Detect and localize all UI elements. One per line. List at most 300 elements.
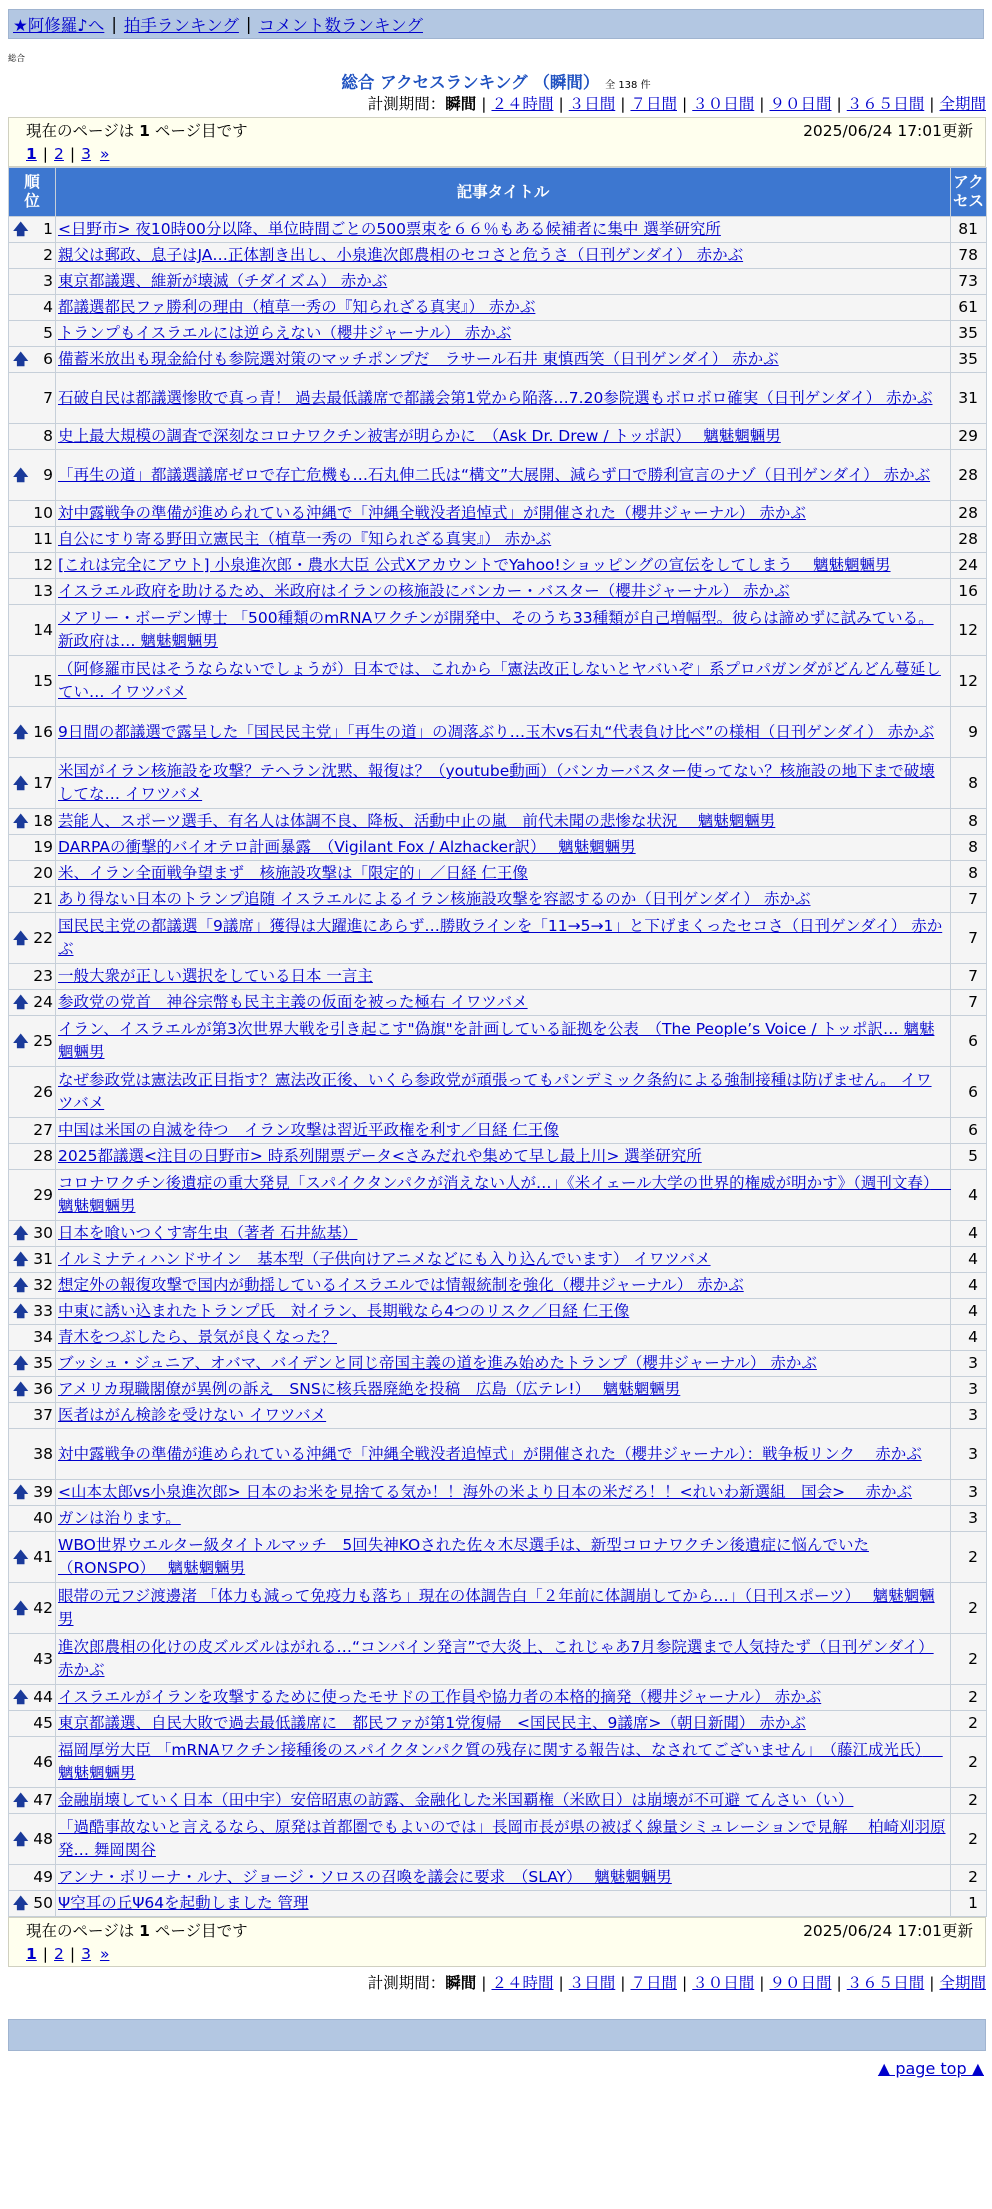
- table-row: [9, 217, 987, 243]
- access-count: 3: [951, 1429, 987, 1480]
- access-count: 4: [951, 1170, 987, 1221]
- period-link[interactable]: ９０日間: [769, 95, 832, 113]
- access-count: 3: [951, 1403, 987, 1429]
- footer-bar: [8, 2019, 986, 2051]
- article-link[interactable]: 対中露戦争の準備が進められている沖縄で「沖縄全戦没者追悼式」が開催された（櫻井ジャーナル）：戦争板リンク 赤かぶ: [58, 1444, 922, 1463]
- article-link[interactable]: 想定外の報復攻撃で国内が動揺しているイスラエルでは情報統制を強化（櫻井ジャーナル） 赤かぶ: [58, 1276, 744, 1294]
- period-link[interactable]: ２４時間: [491, 1974, 554, 1992]
- rank-number: 17: [33, 773, 53, 792]
- rank-number: 32: [33, 1276, 53, 1294]
- rank-cell: [9, 217, 56, 243]
- next-page-link[interactable]: »: [99, 145, 110, 163]
- rank-number: 22: [33, 928, 53, 947]
- article-link[interactable]: 米、イラン全面戦争望まず 核施設攻撃は「限定的」／日経 仁王像: [58, 864, 528, 882]
- rank-cell: [9, 1247, 56, 1273]
- table-row: [9, 1814, 987, 1865]
- table-row: [9, 1480, 987, 1506]
- article-link[interactable]: ガンは治ります。: [58, 1509, 181, 1527]
- access-count: 6: [951, 1118, 987, 1144]
- rank-cell: [9, 1016, 56, 1067]
- access-count: 12: [951, 656, 987, 707]
- rank-cell: [9, 913, 56, 964]
- rank-cell: [9, 1583, 56, 1634]
- up-arrow-icon: 🡅: [13, 993, 29, 1011]
- current-page-text: [26, 1919, 248, 1941]
- article-link[interactable]: イラン、イスラエルが第3次世界大戦を引き起こす"偽旗"を計画している証拠を公表 （The People’s Voice / トッポ訳… 魑魅魍魎男: [58, 1020, 935, 1061]
- table-row: [9, 656, 987, 707]
- rank-number: 9: [43, 465, 53, 484]
- access-count: 4: [951, 1273, 987, 1299]
- title-cell: [56, 1891, 951, 1917]
- title-cell: [56, 758, 951, 809]
- period-separator: |: [481, 1974, 487, 1992]
- period-separator: |: [682, 1974, 688, 1992]
- title-cell: [56, 861, 951, 887]
- access-count: 2: [951, 1814, 987, 1865]
- table-row: [9, 1377, 987, 1403]
- access-count: 8: [951, 861, 987, 887]
- period-link[interactable]: ９０日間: [769, 1974, 832, 1992]
- article-link[interactable]: 「過酷事故ないと言えるなら、原発は首都圏でもよいのでは」長岡市長が県の被ばく線量シミュレーションで見解 柏崎刈羽原発… 舞岡関谷: [58, 1818, 946, 1859]
- table-row: [9, 579, 987, 605]
- access-count: 5: [951, 1144, 987, 1170]
- up-arrow-icon: 🡅: [13, 1688, 29, 1706]
- next-page-link[interactable]: »: [99, 1945, 110, 1963]
- rank-cell: [9, 1221, 56, 1247]
- article-link[interactable]: あり得ない日本のトランプ追随 イスラエルによるイラン核施設攻撃を容認するのか（日刊ゲンダイ） 赤かぶ: [58, 890, 811, 908]
- table-row: [9, 707, 987, 758]
- rank-number: 18: [33, 812, 53, 830]
- rank-cell: [9, 373, 56, 424]
- access-count: 4: [951, 1221, 987, 1247]
- page-link[interactable]: 2: [54, 145, 64, 163]
- rank-number: 25: [33, 1031, 53, 1050]
- access-count: 2: [951, 1788, 987, 1814]
- rank-number: 50: [33, 1894, 53, 1912]
- access-count: 35: [951, 347, 987, 373]
- table-row: [9, 1634, 987, 1685]
- article-link[interactable]: ブッシュ・ジュニア、オバマ、バイデンと同じ帝国主義の道を進み始めたトランプ（櫻井ジャーナル） 赤かぶ: [58, 1354, 817, 1372]
- title-cell: [56, 1480, 951, 1506]
- access-count: 2: [951, 1532, 987, 1583]
- rank-number: 4: [43, 298, 53, 316]
- page-link[interactable]: 3: [81, 1945, 92, 1963]
- table-row: [9, 1299, 987, 1325]
- table-row: [9, 1532, 987, 1583]
- rank-number: 43: [33, 1649, 53, 1668]
- rank-cell: [9, 553, 56, 579]
- period-link[interactable]: ２４時間: [491, 95, 554, 113]
- access-count: 7: [951, 990, 987, 1016]
- access-count: 9: [951, 707, 987, 758]
- article-link[interactable]: 自公にすり寄る野田立憲民主（植草一秀の『知られざる真実』） 赤かぶ: [58, 530, 552, 548]
- access-count: 1: [951, 1891, 987, 1917]
- article-link[interactable]: なぜ参政党は憲法改正目指す？憲法改正後、いくら参政党が頑張ってもパンデミック条約による強制接種は防げません。 イワツバメ: [58, 1071, 932, 1112]
- page-separator: |: [69, 145, 76, 163]
- current-page-pre: 現在のページは: [26, 1922, 135, 1940]
- rank-cell: [9, 1429, 56, 1480]
- up-arrow-icon: 🡅: [13, 1276, 29, 1294]
- period-separator: |: [558, 1974, 564, 1992]
- article-link[interactable]: 対中露戦争の準備が進められている沖縄で「沖縄全戦没者追悼式」が開催された（櫻井ジャーナル） 赤かぶ: [58, 504, 806, 522]
- article-link[interactable]: <山本太郎vs小泉進次郎> 日本のお米を見捨てる気か！！海外の米より日本の米だろ！！<れいわ新選組 国会> 赤かぶ: [58, 1483, 913, 1501]
- article-link[interactable]: DARPAの衝撃的バイオテロ計画暴露 （Vigilant Fox / Alzhacker訳） 魑魅魍魎男: [58, 838, 636, 856]
- access-count: 4: [951, 1247, 987, 1273]
- title-cell: [56, 990, 951, 1016]
- rank-number: 26: [33, 1082, 53, 1101]
- title-cell: [56, 1325, 951, 1351]
- rank-cell: [9, 758, 56, 809]
- article-link[interactable]: トランプもイスラエルには逆らえない（櫻井ジャーナル） 赤かぶ: [58, 324, 512, 342]
- title-cell: [56, 835, 951, 861]
- access-count: 8: [951, 809, 987, 835]
- table-row: [9, 501, 987, 527]
- article-link[interactable]: 都議選都民ファ勝利の理由（植草一秀の『知られざる真実』） 赤かぶ: [58, 298, 536, 316]
- up-arrow-icon: 🡅: [13, 812, 29, 830]
- title-cell: [56, 913, 951, 964]
- table-row: [9, 450, 987, 501]
- title-cell: [56, 887, 951, 913]
- title-cell: [56, 1737, 951, 1788]
- article-link[interactable]: メアリー・ボーデン博士 「500種類のmRNAワクチンが開発中、そのうち33種類が自己増幅型。彼らは諦めずに試みている。新政府は… 魑魅魍魎男: [58, 609, 934, 650]
- table-row: [9, 1325, 987, 1351]
- article-link[interactable]: <日野市> 夜10時00分以降、単位時間ごとの500票束を６６％もある候補者に集中 選挙研究所: [58, 220, 721, 238]
- rank-cell: [9, 1634, 56, 1685]
- rank-number: 16: [33, 722, 53, 741]
- title-cell: [56, 424, 951, 450]
- period-separator: |: [620, 1974, 626, 1992]
- table-header-row: [9, 168, 987, 217]
- home-link[interactable]: ★阿修羅♪へ: [13, 16, 105, 35]
- rank-number: 6: [43, 350, 53, 368]
- rank-cell: [9, 450, 56, 501]
- rank-number: 24: [33, 993, 53, 1011]
- rank-cell: [9, 321, 56, 347]
- page-top: [0, 2059, 984, 2078]
- access-count: 12: [951, 605, 987, 656]
- article-link[interactable]: 一般大衆が正しい選択をしている日本 一言主: [58, 967, 373, 985]
- rank-number: 11: [33, 530, 53, 548]
- title-cell: [56, 1067, 951, 1118]
- current-page-number: 1: [139, 1922, 150, 1940]
- table-row: [9, 964, 987, 990]
- page-link[interactable]: 1: [26, 145, 37, 163]
- rank-cell: [9, 295, 56, 321]
- comment-ranking-link[interactable]: コメント数ランキング: [258, 16, 423, 35]
- article-link[interactable]: 親父は郵政、息子はJA…正体割き出し、小泉進次郎農相のセコさと危うさ（日刊ゲンダイ） 赤かぶ: [58, 246, 744, 264]
- access-count: 4: [951, 1299, 987, 1325]
- table-row: [9, 1583, 987, 1634]
- table-row: [9, 1891, 987, 1917]
- period-separator: |: [836, 1974, 842, 1992]
- rank-number: 13: [33, 582, 53, 600]
- current-page-number: 1: [139, 122, 150, 140]
- up-arrow-icon: 🡅: [13, 1894, 29, 1912]
- pager-bottom: [8, 1917, 986, 1967]
- table-row: [9, 758, 987, 809]
- up-arrow-icon: 🡅: [13, 1791, 29, 1809]
- article-link[interactable]: 日本を喰いつくす寄生虫（著者 石井紘基）: [58, 1224, 358, 1242]
- rank-cell: [9, 1144, 56, 1170]
- article-link[interactable]: 東京都議選、維新が壊滅（チダイズム） 赤かぶ: [58, 272, 388, 290]
- current-page-text: [26, 119, 248, 141]
- rank-number: 12: [33, 556, 53, 574]
- article-link[interactable]: 医者はがん検診を受けない イワツバメ: [58, 1406, 327, 1424]
- access-count: 3: [951, 1377, 987, 1403]
- period-link[interactable]: ３６５日間: [846, 95, 925, 113]
- title-header: 記事タイトル: [56, 168, 951, 217]
- page-links: [26, 142, 973, 166]
- access-count: 16: [951, 579, 987, 605]
- period-current: 瞬間: [445, 95, 477, 113]
- rank-cell: [9, 1273, 56, 1299]
- article-link[interactable]: アメリカ現職閣僚が異例の訴え SNSに核兵器廃絶を投稿 広島（広テレ!） 魑魅魍魎男: [58, 1380, 681, 1398]
- article-link[interactable]: コロナワクチン後遺症の重大発見「スパイクタンパクが消えない人が…」《米イェール大学の世界的権威が明かす》（週刊文春） 魑魅魍魎男: [58, 1174, 952, 1215]
- page-top-link[interactable]: ▲ page top ▲: [877, 2059, 984, 2078]
- title-cell: [56, 373, 951, 424]
- article-link[interactable]: 国民民主党の都議選「9議席」獲得は大躍進にあらず…勝敗ラインを「11→5→1」と下げまくったセコさ（日刊ゲンダイ） 赤かぶ: [58, 917, 943, 958]
- period-link[interactable]: ３６５日間: [846, 1974, 925, 1992]
- period-selector: [0, 92, 986, 114]
- current-page-post: ページ目です: [154, 1922, 248, 1940]
- access-count: 4: [951, 1325, 987, 1351]
- article-link[interactable]: イルミナティハンドサイン 基本型（子供向けアニメなどにも入り込んでいます） イワツバメ: [58, 1250, 711, 1268]
- title-cell: [56, 1403, 951, 1429]
- period-label: 計測期間：: [367, 1974, 446, 1992]
- table-row: [9, 1067, 987, 1118]
- nav-separator: |: [111, 14, 117, 34]
- article-link[interactable]: アンナ・ボリーナ・ルナ、ジョージ・ソロスの召喚を議会に要求 （SLAY） 魑魅魍魎男: [58, 1868, 672, 1886]
- article-link[interactable]: [これは完全にアウト] 小泉進次郎・農水大臣 公式XアカウントでYahoo!ショッピングの宣伝をしてしまう 魑魅魍魎男: [58, 556, 891, 574]
- rank-number: 15: [33, 671, 53, 690]
- period-separator: |: [929, 1974, 935, 1992]
- rank-number: 19: [33, 838, 53, 856]
- article-link[interactable]: 米国がイラン核施設を攻撃？テヘラン沈黙、報復は？（youtube動画）（バンカーバスター使ってない？核施設の地下まで破壊してな… イワツバメ: [58, 762, 935, 803]
- table-row: [9, 887, 987, 913]
- article-link[interactable]: 芸能人、スポーツ選手、有名人は体調不良、降板、活動中止の嵐 前代未聞の悲惨な状況 魑魅魍魎男: [58, 812, 776, 830]
- rank-cell: [9, 887, 56, 913]
- access-count: 78: [951, 243, 987, 269]
- table-row: [9, 527, 987, 553]
- period-label: 計測期間：: [367, 95, 446, 113]
- title-cell: [56, 1814, 951, 1865]
- period-separator: |: [481, 95, 487, 113]
- access-count: 3: [951, 1351, 987, 1377]
- rank-cell: [9, 1351, 56, 1377]
- rank-number: 28: [33, 1147, 53, 1165]
- period-link[interactable]: ３０日間: [692, 1974, 755, 1992]
- rank-cell: [9, 424, 56, 450]
- rank-cell: [9, 1170, 56, 1221]
- article-link[interactable]: 中国は米国の自滅を待つ イラン攻撃は習近平政権を利す／日経 仁王像: [58, 1121, 559, 1139]
- up-arrow-icon: 🡅: [13, 1250, 29, 1268]
- article-link[interactable]: 9日間の都議選で露呈した「国民民主党」「再生の道」の凋落ぶり…玉木vs石丸“代表負け比べ”の様相（日刊ゲンダイ） 赤かぶ: [58, 722, 935, 741]
- page-link[interactable]: 3: [81, 145, 92, 163]
- access-count: 8: [951, 758, 987, 809]
- article-link[interactable]: 石破自民は都議選惨敗で真っ青！ 過去最低議席で都議会第1党から陥落…7.20参院選もボロボロ確実（日刊ゲンダイ） 赤かぶ: [58, 388, 933, 407]
- table-row: [9, 243, 987, 269]
- rank-cell: [9, 1506, 56, 1532]
- rank-number: 1: [43, 220, 53, 238]
- access-count: 81: [951, 217, 987, 243]
- rank-number: 34: [33, 1328, 53, 1346]
- updated-timestamp: 2025/06/24 17:01更新: [803, 1922, 973, 1940]
- title-cell: [56, 501, 951, 527]
- updated-timestamp: 2025/06/24 17:01更新: [803, 122, 973, 140]
- total-count: 全 138 件: [605, 80, 651, 91]
- table-row: [9, 605, 987, 656]
- access-count: 28: [951, 501, 987, 527]
- page-separator: |: [69, 1945, 76, 1963]
- article-link[interactable]: 眼帯の元フジ渡邊渚 「体力も減って免疫力も落ち」現在の体調告白「２年前に体調崩してから…」（日刊スポーツ） 魑魅魍魎男: [58, 1587, 935, 1628]
- title-cell: [56, 527, 951, 553]
- access-count: 61: [951, 295, 987, 321]
- current-page-post: ページ目です: [154, 122, 248, 140]
- access-count: 3: [951, 1480, 987, 1506]
- table-row: [9, 1403, 987, 1429]
- section-label: 総合: [8, 54, 26, 64]
- table-row: [9, 424, 987, 450]
- table-row: [9, 1788, 987, 1814]
- title-cell: [56, 1170, 951, 1221]
- article-link[interactable]: 史上最大規模の調査で深刻なコロナワクチン被害が明らかに （Ask Dr. Drew / トッポ訳） 魑魅魍魎男: [58, 427, 781, 445]
- page-link[interactable]: 2: [54, 1945, 64, 1963]
- period-link[interactable]: ７日間: [630, 1974, 677, 1992]
- title-cell: [56, 347, 951, 373]
- page-separator: |: [42, 145, 49, 163]
- rank-number: 7: [43, 388, 53, 407]
- article-link[interactable]: 青木をつぶしたら、景気が良くなった？: [58, 1328, 338, 1346]
- rank-cell: [9, 656, 56, 707]
- table-row: [9, 913, 987, 964]
- table-row: [9, 861, 987, 887]
- access-count: 6: [951, 1016, 987, 1067]
- access-count: 28: [951, 527, 987, 553]
- rank-cell: [9, 707, 56, 758]
- up-arrow-icon: 🡅: [13, 1380, 29, 1398]
- period-separator: |: [836, 95, 842, 113]
- article-link[interactable]: イスラエル政府を助けるため、米政府はイランの核施設にバンカー・バスター（櫻井ジャーナル） 赤かぶ: [58, 582, 790, 600]
- access-count: 73: [951, 269, 987, 295]
- rank-number: 41: [33, 1547, 53, 1566]
- table-row: [9, 347, 987, 373]
- title-cell: [56, 450, 951, 501]
- access-count: 2: [951, 1583, 987, 1634]
- period-link[interactable]: ３日間: [568, 1974, 616, 1992]
- article-link[interactable]: 「再生の道」都議選議席ゼロで存亡危機も…石丸伸二氏は“構文”大展開、減らず口で勝利宣言のナゾ（日刊ゲンダイ） 赤かぶ: [58, 465, 931, 484]
- applause-ranking-link[interactable]: 拍手ランキング: [123, 16, 239, 35]
- rank-number: 39: [33, 1483, 53, 1501]
- access-count: 2: [951, 1685, 987, 1711]
- rank-number: 27: [33, 1121, 53, 1139]
- up-arrow-icon: 🡅: [13, 465, 29, 484]
- up-arrow-icon: 🡅: [13, 928, 29, 947]
- period-link[interactable]: ７日間: [630, 95, 677, 113]
- period-link[interactable]: ３日間: [568, 95, 616, 113]
- title-cell: [56, 269, 951, 295]
- up-arrow-icon: 🡅: [13, 722, 29, 741]
- title-cell: [56, 217, 951, 243]
- table-row: [9, 1273, 987, 1299]
- access-count: 2: [951, 1634, 987, 1685]
- period-link[interactable]: 全期間: [939, 95, 986, 113]
- article-link[interactable]: 進次郎農相の化けの皮ズルズルはがれる…“コンバイン発言”で大炎上、これじゃあ7月参院選まで人気持たず（日刊ゲンダイ） 赤かぶ: [58, 1638, 934, 1679]
- table-row: [9, 1711, 987, 1737]
- article-link[interactable]: 東京都議選、自民大敗で過去最低議席に 都民ファが第1党復帰 <国民民主、9議席>（朝日新聞） 赤かぶ: [58, 1714, 806, 1732]
- article-link[interactable]: 2025都議選<注目の日野市> 時系列開票データ<さみだれや集めて早し最上川> 選挙研究所: [58, 1147, 702, 1165]
- article-link[interactable]: 参政党の党首 神谷宗幣も民主主義の仮面を被った極右 イワツバメ: [58, 993, 528, 1011]
- rank-cell: [9, 269, 56, 295]
- ranking-table: [8, 167, 987, 1917]
- rank-cell: [9, 501, 56, 527]
- access-count: 2: [951, 1737, 987, 1788]
- table-row: [9, 990, 987, 1016]
- period-link[interactable]: 全期間: [939, 1974, 986, 1992]
- table-row: [9, 373, 987, 424]
- rank-number: 47: [33, 1791, 53, 1809]
- rank-number: 5: [43, 324, 53, 342]
- up-arrow-icon: 🡅: [13, 1598, 29, 1617]
- access-count: 29: [951, 424, 987, 450]
- table-row: [9, 1144, 987, 1170]
- access-count: 24: [951, 553, 987, 579]
- table-row: [9, 835, 987, 861]
- rank-number: 44: [33, 1688, 53, 1706]
- table-row: [9, 1865, 987, 1891]
- page-separator: |: [42, 1945, 49, 1963]
- rank-number: 29: [33, 1185, 53, 1204]
- rank-cell: [9, 605, 56, 656]
- rank-cell: [9, 1737, 56, 1788]
- article-link[interactable]: イスラエルがイランを攻撃するために使ったモサドの工作員や協力者の本格的摘発（櫻井ジャーナル） 赤かぶ: [58, 1688, 822, 1706]
- article-link[interactable]: WBO世界ウエルター級タイトルマッチ 5回失神KOされた佐々木尽選手は、新型コロナワクチン後遺症に悩んでいた（RONSPO） 魑魅魍魎男: [58, 1536, 869, 1577]
- article-link[interactable]: 福岡厚労大臣 「mRNAワクチン接種後のスパイクタンパク質の残存に関する報告は、なされてございません」 （藤江成光氏） 魑魅魍魎男: [58, 1741, 943, 1782]
- rank-number: 10: [33, 504, 53, 522]
- article-link[interactable]: Ψ空耳の丘Ψ64を起動しました 管理: [58, 1894, 309, 1912]
- page-link[interactable]: 1: [26, 1945, 37, 1963]
- rank-number: 33: [33, 1302, 53, 1320]
- article-link[interactable]: 中東に誘い込まれたトランプ氏 対イラン、長期戦なら4つのリスク／日経 仁王像: [58, 1302, 630, 1320]
- title-cell: [56, 605, 951, 656]
- rank-cell: [9, 1299, 56, 1325]
- up-arrow-icon: 🡅: [13, 220, 29, 238]
- rank-number: 40: [33, 1509, 53, 1527]
- article-link[interactable]: 金融崩壊していく日本（田中宇）安倍昭恵の訪露、金融化した米国覇権（米欧日）は崩壊が不可避 てんさい（い）: [58, 1791, 854, 1809]
- table-row: [9, 1351, 987, 1377]
- rank-number: 14: [33, 620, 53, 639]
- article-link[interactable]: （阿修羅市民はそうならないでしょうが）日本では、これから「憲法改正しないとヤバいぞ」系プロパガンダがどんどん蔓延してい… イワツバメ: [58, 660, 941, 701]
- period-link[interactable]: ３０日間: [692, 95, 755, 113]
- article-link[interactable]: 備蓄米放出も現金給付も参院選対策のマッチポンプだ ラサール石井 東慎西笑（日刊ゲンダイ） 赤かぶ: [58, 350, 779, 368]
- title-cell: [56, 1429, 951, 1480]
- rank-cell: [9, 243, 56, 269]
- up-arrow-icon: 🡅: [13, 1354, 29, 1372]
- title-cell: [56, 1532, 951, 1583]
- access-count: 3: [951, 1506, 987, 1532]
- title-cell: [56, 1351, 951, 1377]
- title-cell: [56, 553, 951, 579]
- title-cell: [56, 1583, 951, 1634]
- up-arrow-icon: 🡅: [13, 1031, 29, 1050]
- access-count: 8: [951, 835, 987, 861]
- table-row: [9, 553, 987, 579]
- title-cell: [56, 295, 951, 321]
- table-row: [9, 1170, 987, 1221]
- rank-number: 2: [43, 246, 53, 264]
- title-cell: [56, 321, 951, 347]
- rank-cell: [9, 1685, 56, 1711]
- title-cell: [56, 656, 951, 707]
